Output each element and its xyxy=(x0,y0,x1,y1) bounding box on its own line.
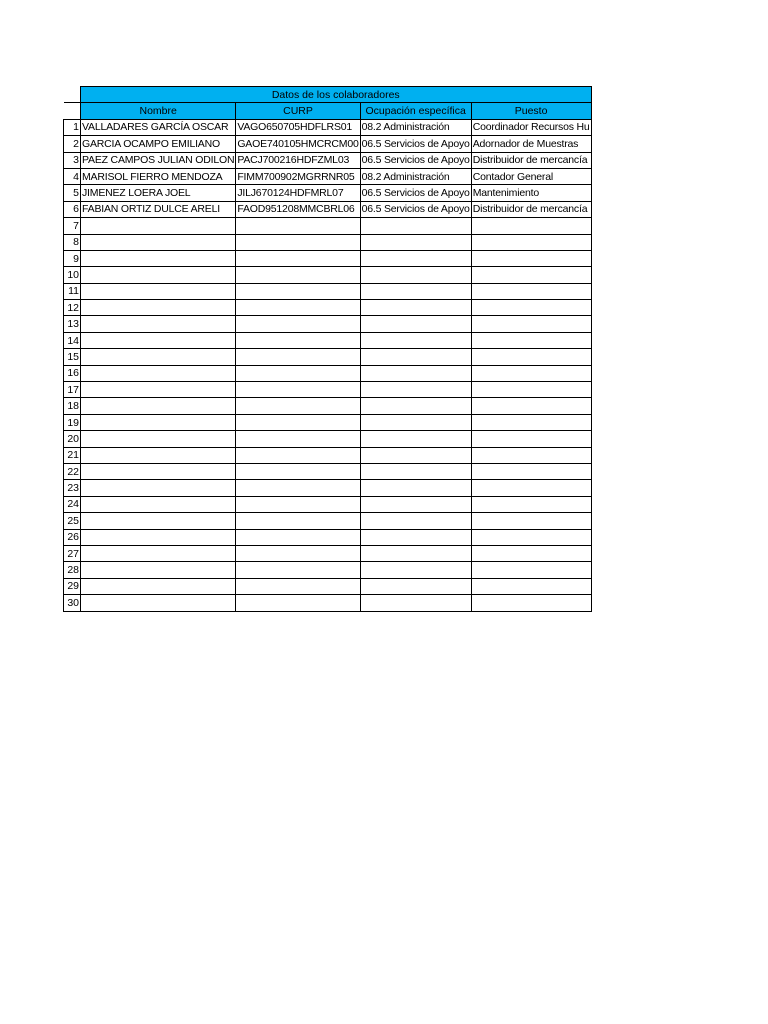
row-number[interactable]: 15 xyxy=(64,349,81,365)
row-number[interactable]: 23 xyxy=(64,480,81,496)
cell-puesto[interactable]: Contador General xyxy=(471,168,591,184)
table-row xyxy=(64,316,592,332)
cell-nombre[interactable] xyxy=(81,545,236,561)
cell-puesto[interactable]: Distribuidor de mercancía xyxy=(471,201,591,217)
cell-nombre[interactable] xyxy=(81,382,236,398)
cell-curp[interactable] xyxy=(236,267,360,283)
cell-puesto[interactable] xyxy=(471,545,591,561)
collaborators-table xyxy=(63,86,592,612)
row-number[interactable]: 30 xyxy=(64,595,81,611)
cell-nombre[interactable] xyxy=(81,529,236,545)
cell-ocupacion[interactable]: 06.5 Servicios de Apoyo xyxy=(360,201,471,217)
cell-ocupacion[interactable]: 06.5 Servicios de Apoyo xyxy=(360,185,471,201)
row-number[interactable]: 18 xyxy=(64,398,81,414)
cell-puesto[interactable] xyxy=(471,595,591,611)
cell-puesto[interactable] xyxy=(471,431,591,447)
row-number[interactable]: 2 xyxy=(64,136,81,152)
table-row xyxy=(64,496,592,512)
table-row xyxy=(64,382,592,398)
cell-nombre[interactable] xyxy=(81,250,236,266)
collaborators-sheet xyxy=(63,86,592,612)
cell-nombre[interactable] xyxy=(81,267,236,283)
row-number[interactable]: 14 xyxy=(64,332,81,348)
cell-ocupacion[interactable] xyxy=(360,545,471,561)
cell-curp[interactable] xyxy=(236,545,360,561)
cell-ocupacion[interactable]: 06.5 Servicios de Apoyo xyxy=(360,136,471,152)
row-number[interactable]: 29 xyxy=(64,578,81,594)
cell-ocupacion[interactable] xyxy=(360,463,471,479)
table-row xyxy=(64,562,592,578)
cell-nombre[interactable] xyxy=(81,513,236,529)
cell-curp[interactable] xyxy=(236,382,360,398)
cell-puesto[interactable] xyxy=(471,578,591,594)
cell-puesto[interactable]: Distribuidor de mercancía xyxy=(471,152,591,168)
cell-puesto[interactable] xyxy=(471,300,591,316)
row-number[interactable]: 21 xyxy=(64,447,81,463)
table-row xyxy=(64,136,592,152)
cell-nombre[interactable] xyxy=(81,578,236,594)
header-nombre: Nombre xyxy=(81,103,236,119)
table-row xyxy=(64,595,592,611)
cell-puesto[interactable] xyxy=(471,267,591,283)
table-row xyxy=(64,447,592,463)
cell-puesto[interactable] xyxy=(471,382,591,398)
cell-ocupacion[interactable] xyxy=(360,316,471,332)
row-number[interactable]: 24 xyxy=(64,496,81,512)
cell-curp[interactable] xyxy=(236,496,360,512)
table-row xyxy=(64,463,592,479)
cell-curp[interactable] xyxy=(236,595,360,611)
table-row xyxy=(64,283,592,299)
cell-puesto[interactable] xyxy=(471,250,591,266)
cell-curp[interactable] xyxy=(236,234,360,250)
cell-ocupacion[interactable] xyxy=(360,595,471,611)
table-row xyxy=(64,529,592,545)
cell-curp[interactable] xyxy=(236,332,360,348)
cell-ocupacion[interactable] xyxy=(360,218,471,234)
row-number[interactable]: 19 xyxy=(64,414,81,430)
cell-curp[interactable] xyxy=(236,414,360,430)
cell-curp[interactable]: VAGO650705HDFLRS01 xyxy=(236,119,360,135)
row-number[interactable]: 12 xyxy=(64,300,81,316)
table-row xyxy=(64,332,592,348)
cell-nombre[interactable]: PAEZ CAMPOS JULIAN ODILON xyxy=(81,152,236,168)
cell-curp[interactable] xyxy=(236,218,360,234)
cell-nombre[interactable] xyxy=(81,595,236,611)
row-number[interactable]: 5 xyxy=(64,185,81,201)
cell-curp[interactable] xyxy=(236,365,360,381)
cell-curp[interactable]: FAOD951208MMCBRL06 xyxy=(236,201,360,217)
cell-puesto[interactable] xyxy=(471,562,591,578)
cell-curp[interactable] xyxy=(236,480,360,496)
row-number[interactable]: 26 xyxy=(64,529,81,545)
cell-ocupacion[interactable] xyxy=(360,250,471,266)
table-row xyxy=(64,365,592,381)
cell-puesto[interactable] xyxy=(471,218,591,234)
header-puesto: Puesto xyxy=(471,103,591,119)
cell-ocupacion[interactable] xyxy=(360,414,471,430)
cell-curp[interactable] xyxy=(236,250,360,266)
cell-curp[interactable] xyxy=(236,398,360,414)
row-number[interactable]: 22 xyxy=(64,463,81,479)
cell-nombre[interactable] xyxy=(81,496,236,512)
cell-curp[interactable] xyxy=(236,463,360,479)
table-row xyxy=(64,414,592,430)
cell-nombre[interactable] xyxy=(81,398,236,414)
row-number[interactable]: 1 xyxy=(64,119,81,135)
cell-nombre[interactable] xyxy=(81,365,236,381)
table-row xyxy=(64,250,592,266)
cell-nombre[interactable] xyxy=(81,463,236,479)
cell-puesto[interactable] xyxy=(471,316,591,332)
table-row xyxy=(64,218,592,234)
cell-nombre[interactable] xyxy=(81,218,236,234)
row-number[interactable]: 25 xyxy=(64,513,81,529)
row-number[interactable]: 6 xyxy=(64,201,81,217)
cell-ocupacion[interactable] xyxy=(360,234,471,250)
cell-puesto[interactable] xyxy=(471,283,591,299)
cell-curp[interactable]: GAOE740105HMCRCM00 xyxy=(236,136,360,152)
cell-ocupacion[interactable] xyxy=(360,267,471,283)
cell-nombre[interactable] xyxy=(81,447,236,463)
cell-curp[interactable] xyxy=(236,300,360,316)
cell-curp[interactable]: FIMM700902MGRRNR05 xyxy=(236,168,360,184)
cell-ocupacion[interactable] xyxy=(360,398,471,414)
cell-nombre[interactable]: FABIAN ORTIZ DULCE ARELI xyxy=(81,201,236,217)
cell-puesto[interactable] xyxy=(471,480,591,496)
cell-puesto[interactable] xyxy=(471,513,591,529)
cell-ocupacion[interactable] xyxy=(360,562,471,578)
table-row xyxy=(64,545,592,561)
cell-ocupacion[interactable] xyxy=(360,382,471,398)
cell-nombre[interactable] xyxy=(81,283,236,299)
row-number[interactable]: 7 xyxy=(64,218,81,234)
cell-puesto[interactable] xyxy=(471,234,591,250)
cell-nombre[interactable] xyxy=(81,431,236,447)
cell-ocupacion[interactable]: 08.2 Administración xyxy=(360,119,471,135)
cell-ocupacion[interactable] xyxy=(360,300,471,316)
cell-curp[interactable] xyxy=(236,578,360,594)
cell-curp[interactable] xyxy=(236,529,360,545)
row-number[interactable]: 28 xyxy=(64,562,81,578)
cell-ocupacion[interactable] xyxy=(360,431,471,447)
cell-ocupacion[interactable] xyxy=(360,332,471,348)
table-row xyxy=(64,185,592,201)
row-number[interactable]: 20 xyxy=(64,431,81,447)
cell-nombre[interactable] xyxy=(81,562,236,578)
cell-curp[interactable] xyxy=(236,316,360,332)
row-number[interactable]: 16 xyxy=(64,365,81,381)
cell-nombre[interactable] xyxy=(81,316,236,332)
cell-nombre[interactable] xyxy=(81,234,236,250)
cell-puesto[interactable]: Coordinador Recursos Hu xyxy=(471,119,591,135)
cell-puesto[interactable] xyxy=(471,463,591,479)
table-row xyxy=(64,119,592,135)
cell-curp[interactable] xyxy=(236,447,360,463)
row-number[interactable]: 13 xyxy=(64,316,81,332)
cell-puesto[interactable] xyxy=(471,414,591,430)
cell-puesto[interactable]: Adornador de Muestras xyxy=(471,136,591,152)
table-row xyxy=(64,201,592,217)
table-row xyxy=(64,300,592,316)
table-row xyxy=(64,398,592,414)
cell-curp[interactable] xyxy=(236,513,360,529)
cell-nombre[interactable] xyxy=(81,332,236,348)
table-row xyxy=(64,513,592,529)
cell-ocupacion[interactable] xyxy=(360,480,471,496)
table-row xyxy=(64,578,592,594)
cell-puesto[interactable] xyxy=(471,349,591,365)
corner-cell xyxy=(64,87,81,103)
row-number[interactable]: 17 xyxy=(64,382,81,398)
cell-curp[interactable] xyxy=(236,431,360,447)
row-number[interactable]: 4 xyxy=(64,168,81,184)
header-ocupacion: Ocupación específica xyxy=(360,103,471,119)
cell-ocupacion[interactable] xyxy=(360,349,471,365)
row-number[interactable]: 8 xyxy=(64,234,81,250)
table-row xyxy=(64,168,592,184)
cell-ocupacion[interactable] xyxy=(360,513,471,529)
row-number[interactable]: 9 xyxy=(64,250,81,266)
table-row xyxy=(64,234,592,250)
cell-nombre[interactable] xyxy=(81,414,236,430)
row-number[interactable]: 11 xyxy=(64,283,81,299)
table-row xyxy=(64,267,592,283)
table-row xyxy=(64,480,592,496)
corner-cell xyxy=(64,103,81,119)
cell-nombre[interactable] xyxy=(81,480,236,496)
cell-ocupacion[interactable] xyxy=(360,365,471,381)
cell-nombre[interactable]: GARCIA OCAMPO EMILIANO xyxy=(81,136,236,152)
cell-nombre[interactable]: MARISOL FIERRO MENDOZA xyxy=(81,168,236,184)
cell-puesto[interactable] xyxy=(471,496,591,512)
cell-curp[interactable]: JILJ670124HDFMRL07 xyxy=(236,185,360,201)
table-row xyxy=(64,152,592,168)
cell-puesto[interactable]: Mantenimiento xyxy=(471,185,591,201)
cell-puesto[interactable] xyxy=(471,529,591,545)
cell-curp[interactable]: PACJ700216HDFZML03 xyxy=(236,152,360,168)
title-row xyxy=(64,87,592,103)
cell-nombre[interactable]: VALLADARES GARCÍA OSCAR xyxy=(81,119,236,135)
header-curp: CURP xyxy=(236,103,360,119)
cell-ocupacion[interactable] xyxy=(360,578,471,594)
cell-nombre[interactable]: JIMENEZ LOERA JOEL xyxy=(81,185,236,201)
cell-curp[interactable] xyxy=(236,283,360,299)
header-row xyxy=(64,103,592,119)
cell-puesto[interactable] xyxy=(471,447,591,463)
table-title: Datos de los colaboradores xyxy=(81,87,592,103)
cell-ocupacion[interactable] xyxy=(360,529,471,545)
cell-nombre[interactable] xyxy=(81,349,236,365)
cell-ocupacion[interactable] xyxy=(360,496,471,512)
cell-puesto[interactable] xyxy=(471,365,591,381)
cell-puesto[interactable] xyxy=(471,332,591,348)
cell-ocupacion[interactable] xyxy=(360,283,471,299)
cell-ocupacion[interactable]: 06.5 Servicios de Apoyo xyxy=(360,152,471,168)
cell-curp[interactable] xyxy=(236,562,360,578)
cell-ocupacion[interactable]: 08.2 Administración xyxy=(360,168,471,184)
table-row xyxy=(64,349,592,365)
cell-puesto[interactable] xyxy=(471,398,591,414)
cell-ocupacion[interactable] xyxy=(360,447,471,463)
table-row xyxy=(64,431,592,447)
row-number[interactable]: 10 xyxy=(64,267,81,283)
cell-curp[interactable] xyxy=(236,349,360,365)
cell-nombre[interactable] xyxy=(81,300,236,316)
row-number[interactable]: 3 xyxy=(64,152,81,168)
row-number[interactable]: 27 xyxy=(64,545,81,561)
